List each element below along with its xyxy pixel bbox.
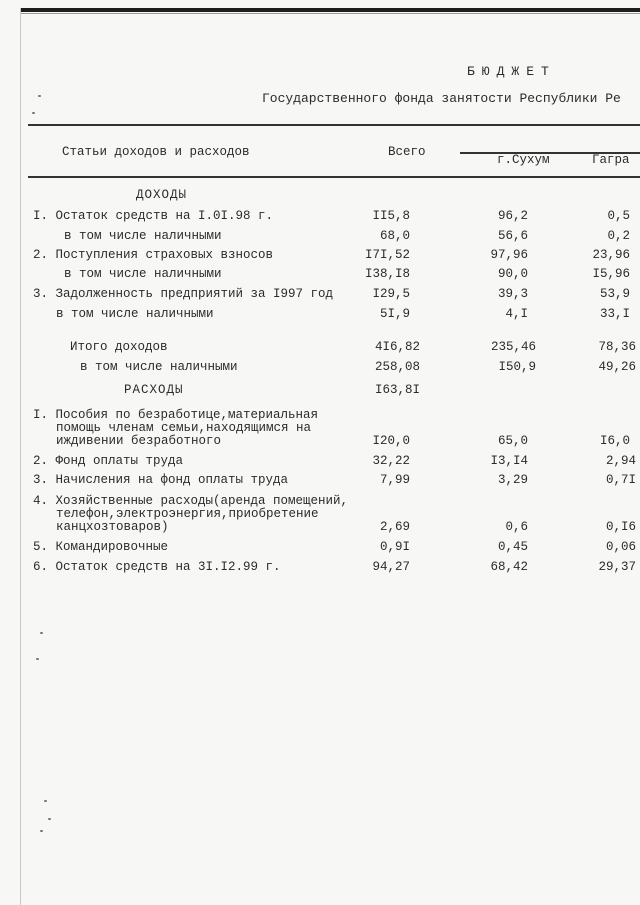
income-row-sukhum: 4,I xyxy=(505,307,528,321)
expense-row-gagra: 29,37 xyxy=(598,560,636,574)
scan-speck xyxy=(36,658,39,660)
column-header-items: Статьи доходов и расходов xyxy=(62,145,250,159)
expense-row-label: 3. Начисления на фонд оплаты труда xyxy=(33,473,289,487)
expenses-total-value: I63,8I xyxy=(374,383,420,397)
expense-row-total: I20,0 xyxy=(372,434,410,448)
expense-row-label: 2. Фонд оплаты труда xyxy=(33,454,184,468)
income-cash-total: 258,08 xyxy=(374,360,420,374)
expense-row-gagra: I6,0 xyxy=(599,434,630,448)
income-row-total: II5,8 xyxy=(372,209,410,223)
column-header-sukhum: г.Сухум xyxy=(497,153,550,167)
expense-row-sukhum: 0,6 xyxy=(505,520,528,534)
income-row-label: в том числе наличными xyxy=(64,229,222,243)
scan-speck xyxy=(38,95,41,97)
expense-row-sukhum: 65,0 xyxy=(497,434,528,448)
income-total-value: 4I6,82 xyxy=(374,340,420,354)
section-expenses-heading: РАСХОДЫ xyxy=(124,383,184,397)
expense-row-label: 5. Командировочные xyxy=(33,540,169,554)
income-row-sukhum: 39,3 xyxy=(497,287,528,301)
income-total-gagra: 78,36 xyxy=(598,340,636,354)
expense-row-total: 2,69 xyxy=(379,520,410,534)
expense-row-gagra: 2,94 xyxy=(605,454,636,468)
income-cash-gagra: 49,26 xyxy=(598,360,636,374)
income-row-sukhum: 97,96 xyxy=(490,248,528,262)
income-row-label: в том числе наличными xyxy=(56,307,214,321)
income-row-gagra: 0,5 xyxy=(607,209,630,223)
expense-row-gagra: 0,I6 xyxy=(605,520,636,534)
income-row-total: I38,I8 xyxy=(364,267,410,281)
expense-row-label-cont: телефон,электроэнергия,приобретение xyxy=(56,507,319,521)
expense-row-label: 4. Хозяйственные расходы(аренда помещений, xyxy=(33,494,349,508)
scan-speck xyxy=(40,632,43,634)
income-cash-label: в том числе наличными xyxy=(80,360,238,374)
scan-top-edge xyxy=(20,8,640,12)
income-row-total: 68,0 xyxy=(379,229,410,243)
income-row-gagra: 23,96 xyxy=(592,248,630,262)
expense-row-label: 6. Остаток средств на 3I.I2.99 г. xyxy=(33,560,281,574)
expense-row-total: 32,22 xyxy=(372,454,410,468)
expense-row-label: I. Пособия по безработице,материальная xyxy=(33,408,319,422)
income-row-total: I29,5 xyxy=(372,287,410,301)
header-top-rule xyxy=(28,124,640,126)
column-header-gagra: Гагра xyxy=(592,153,630,167)
income-row-gagra: 33,I xyxy=(599,307,630,321)
column-header-total: Всего xyxy=(388,145,426,159)
scan-speck xyxy=(44,800,47,802)
income-row-label: I. Остаток средств на I.0I.98 г. xyxy=(33,209,274,223)
scan-speck xyxy=(48,818,51,820)
income-row-label: 2. Поступления страховых взносов xyxy=(33,248,274,262)
income-row-gagra: 53,9 xyxy=(599,287,630,301)
document-title: БЮДЖЕТ xyxy=(467,64,556,79)
income-total-sukhum: 235,46 xyxy=(490,340,536,354)
income-row-sukhum: 56,6 xyxy=(497,229,528,243)
section-income-heading: ДОХОДЫ xyxy=(136,188,188,202)
scan-speck xyxy=(40,830,43,832)
income-row-sukhum: 96,2 xyxy=(497,209,528,223)
expense-row-label-cont: канцхозтоваров) xyxy=(56,520,169,534)
scan-speck xyxy=(32,112,35,114)
income-total-label: Итого доходов xyxy=(70,340,168,354)
header-bottom-rule xyxy=(28,176,640,178)
income-row-gagra: I5,96 xyxy=(592,267,630,281)
income-row-total: 5I,9 xyxy=(379,307,410,321)
income-row-label: 3. Задолженность предприятий за I997 год xyxy=(33,287,334,301)
expense-row-gagra: 0,7I xyxy=(605,473,636,487)
income-row-total: I7I,52 xyxy=(364,248,410,262)
expense-row-total: 7,99 xyxy=(379,473,410,487)
expense-row-label-cont: иждивении безработного xyxy=(56,434,222,448)
expense-row-gagra: 0,06 xyxy=(605,540,636,554)
expense-row-sukhum: 0,45 xyxy=(497,540,528,554)
expense-row-sukhum: 68,42 xyxy=(490,560,528,574)
income-cash-sukhum: I50,9 xyxy=(498,360,536,374)
income-row-gagra: 0,2 xyxy=(607,229,630,243)
income-row-sukhum: 90,0 xyxy=(497,267,528,281)
expense-row-total: 0,9I xyxy=(379,540,410,554)
scan-top-edge-shadow xyxy=(20,13,640,14)
income-row-label: в том числе наличными xyxy=(64,267,222,281)
expense-row-sukhum: I3,I4 xyxy=(490,454,528,468)
expense-row-sukhum: 3,29 xyxy=(497,473,528,487)
expense-row-label-cont: помощь членам семьи,находящимся на xyxy=(56,421,312,435)
expense-row-total: 94,27 xyxy=(372,560,410,574)
document-subtitle: Государственного фонда занятости Республики Ре xyxy=(262,91,621,106)
scan-left-edge xyxy=(20,8,21,905)
